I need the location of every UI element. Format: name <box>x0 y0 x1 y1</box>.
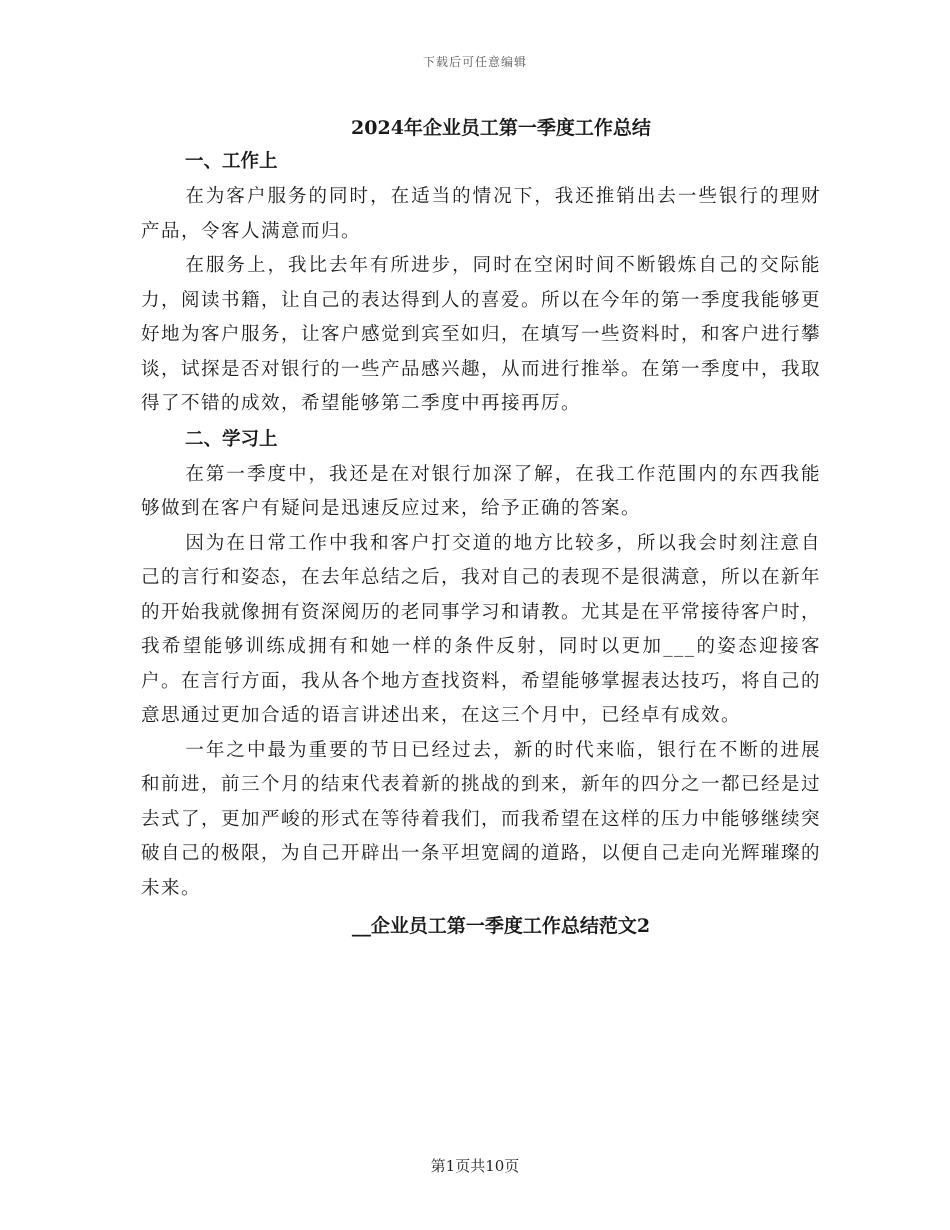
paragraph: 在第一季度中，我还是在对银行加深了解，在我工作范围内的东西我能够做到在客户有疑问是迅速反应过来，给予正确的答案。 <box>141 463 821 519</box>
section-heading: 二、学习上 <box>185 428 278 450</box>
document-body <box>141 112 821 946</box>
paragraph: 一年之中最为重要的节日已经过去，新的时代来临，银行在不断的进展和前进，前三个月的结束代表着新的挑战的到来，新年的四分之一都已经是过去式了，更加严峻的形式在等待着我们，而我希望在这样的压力中能够继续突破自己的极限，为自己开辟出一条平坦宽阔的道路，以便自己走向光辉璀璨的未来。 <box>141 739 822 899</box>
paragraph: 因为在日常工作中我和客户打交道的地方比较多，所以我会时刻注意自己的言行和姿态，在去年总结之后，我对自己的表现不是很满意，所以在新年的开始我就像拥有资深阅历的老同事学习和请教。尤其是在平常接待客户时，我希望能够训练成拥有和她一样的条件反射，同时以更加___的姿态迎接客户。在言行方面，我从各个地方查找资料，希望能够掌握表达技巧，将自己的意思通过更加合适的语言讲述出来，在这三个月中，已经卓有成效。 <box>141 532 822 726</box>
section-heading: 一、工作上 <box>185 151 278 172</box>
header-note: 下载后可任意编辑 <box>422 55 527 69</box>
page-number: 第1页共10页 <box>430 1157 520 1175</box>
paragraph: 在服务上，我比去年有所进步，同时在空闲时间不断锻炼自己的交际能力，阅读书籍，让自己的表达得到人的喜爱。所以在今年的第一季度我能够更好地为客户服务，让客户感觉到宾至如归，在填写一些资料时，和客户进行攀谈，试探是否对银行的一些产品感兴趣，从而进行推举。在第一季度中，我取得了不错的成效，希望能够第二季度中再接再厉。 <box>141 255 822 414</box>
paragraph: 在为客户服务的同时，在适当的情况下，我还推销出去一些银行的理财产品，令客人满意而归。 <box>141 186 821 242</box>
section-study <box>141 422 821 907</box>
section-work <box>141 144 821 422</box>
document-title: 2024年企业员工第一季度工作总结 <box>351 117 651 139</box>
next-document-title: __企业员工第一季度工作总结范文2 <box>351 915 651 937</box>
